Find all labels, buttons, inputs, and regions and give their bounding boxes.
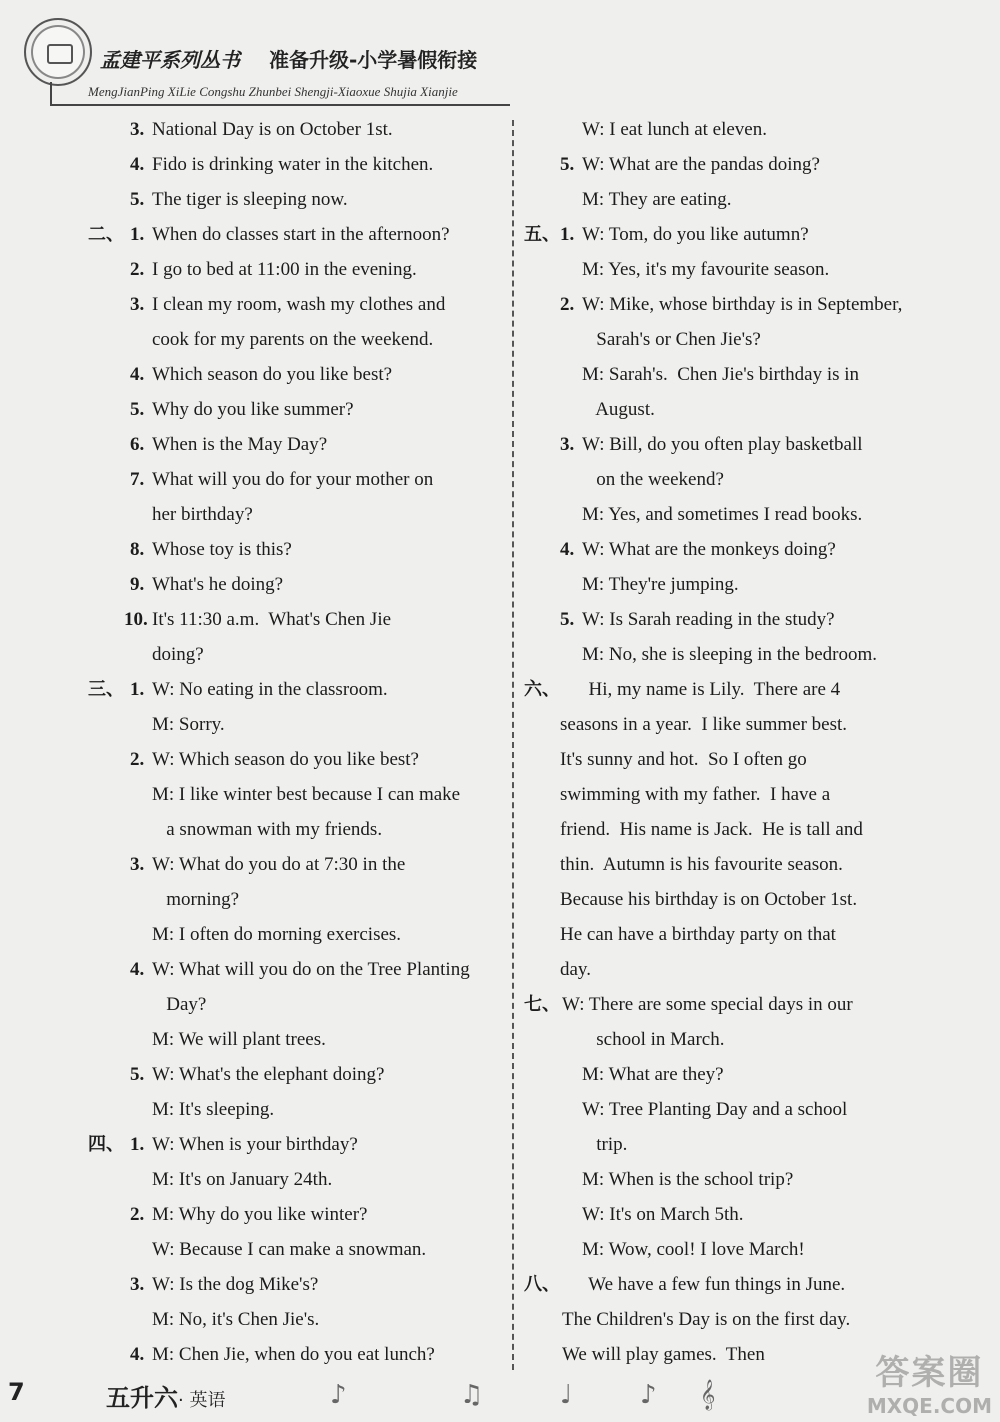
- answer-line: [528, 917, 998, 952]
- answer-text: W: Tom, do you like autumn?: [582, 224, 809, 245]
- answer-text: M: Yes, it's my favourite season.: [582, 259, 830, 280]
- answer-line: [96, 532, 566, 567]
- answer-text: W: What's the elephant doing?: [152, 1064, 385, 1085]
- answer-line: [528, 1022, 998, 1057]
- answer-line: [96, 987, 566, 1022]
- answer-line: [528, 777, 998, 812]
- answer-line: [96, 182, 566, 217]
- answer-line: [528, 637, 998, 672]
- section-marker: 三、: [88, 679, 124, 700]
- item-number: 2.: [130, 259, 145, 280]
- answer-line: [96, 1057, 566, 1092]
- answer-text: friend. His name is Jack. He is tall and: [560, 819, 863, 840]
- header-divider: [50, 104, 510, 106]
- answer-text: W: What do you do at 7:30 in the: [152, 854, 406, 875]
- answer-text: a snowman with my friends.: [152, 819, 383, 840]
- answer-text: doing?: [152, 644, 204, 665]
- section-marker: 四、: [88, 1134, 124, 1155]
- answer-text: Whose toy is this?: [152, 539, 292, 560]
- item-number: 9.: [130, 574, 145, 595]
- section-marker: 六、: [524, 679, 560, 700]
- answer-text: We have a few fun things in June.: [560, 1274, 846, 1295]
- answer-line: [528, 497, 998, 532]
- answer-line: [96, 1092, 566, 1127]
- answer-text: W: Is the dog Mike's?: [152, 1274, 319, 1295]
- answer-line: [528, 742, 998, 777]
- answer-line: [528, 322, 998, 357]
- answer-text: W: There are some special days in our: [562, 994, 853, 1015]
- answer-text: W: Mike, whose birthday is in September,: [582, 294, 903, 315]
- answer-line: [96, 1337, 566, 1372]
- answer-text: Because his birthday is on October 1st.: [560, 889, 858, 910]
- answer-line: [528, 602, 998, 637]
- item-number: 1.: [130, 679, 145, 700]
- answer-line: [528, 1162, 998, 1197]
- section-marker: 八、: [524, 1274, 560, 1295]
- answer-text: W: No eating in the classroom.: [152, 679, 388, 700]
- answer-text: M: Chen Jie, when do you eat lunch?: [152, 1344, 435, 1365]
- answer-line: [88, 217, 566, 252]
- watermark-logo: 答案圈: [875, 1353, 984, 1393]
- item-number: 8.: [130, 539, 145, 560]
- answer-text: M: Wow, cool! I love March!: [582, 1239, 805, 1260]
- answer-text: I go to bed at 11:00 in the evening.: [152, 259, 417, 280]
- answer-line: [528, 357, 998, 392]
- answer-text: National Day is on October 1st.: [152, 119, 393, 140]
- answer-text: It's sunny and hot. So I often go: [560, 749, 807, 770]
- answer-text: M: Why do you like winter?: [152, 1204, 368, 1225]
- answer-line: [528, 707, 998, 742]
- answer-text: Fido is drinking water in the kitchen.: [152, 154, 434, 175]
- item-number: 4.: [130, 959, 145, 980]
- answer-line: [96, 252, 566, 287]
- answer-line: [528, 847, 998, 882]
- answer-text: W: Which season do you like best?: [152, 749, 419, 770]
- item-number: 5.: [130, 399, 145, 420]
- music-note-icon: ♪: [640, 1380, 657, 1410]
- answer-text: M: It's sleeping.: [152, 1099, 275, 1120]
- item-number: 5.: [130, 189, 145, 210]
- answer-text: It's 11:30 a.m. What's Chen Jie: [152, 609, 392, 630]
- item-number: 3.: [130, 1274, 145, 1295]
- answer-line: [96, 882, 566, 917]
- item-number: 4.: [560, 539, 575, 560]
- answer-line: [96, 917, 566, 952]
- answer-text: thin. Autumn is his favourite season.: [560, 854, 843, 875]
- item-number: 5.: [560, 154, 575, 175]
- answer-text: W: Bill, do you often play basketball: [582, 434, 863, 455]
- answer-text: W: Because I can make a snowman.: [152, 1239, 427, 1260]
- item-number: 5.: [560, 609, 575, 630]
- item-number: 3.: [130, 119, 145, 140]
- answer-line: [96, 637, 566, 672]
- answer-text: M: What are they?: [582, 1064, 724, 1085]
- answer-text: Why do you like summer?: [152, 399, 354, 420]
- subject-text: · 英语: [178, 1390, 226, 1411]
- answer-text: W: What will you do on the Tree Planting: [152, 959, 470, 980]
- answer-line: [528, 462, 998, 497]
- answer-text: I clean my room, wash my clothes and: [152, 294, 446, 315]
- answer-line: [528, 392, 998, 427]
- answer-text: M: It's on January 24th.: [152, 1169, 333, 1190]
- answer-text: What will you do for your mother on: [152, 469, 434, 490]
- answer-line: [96, 1302, 566, 1337]
- answer-text: Sarah's or Chen Jie's?: [582, 329, 761, 350]
- page-number: 7: [8, 1378, 25, 1406]
- answer-line: [96, 567, 566, 602]
- answer-line: [96, 287, 566, 322]
- item-number: 2.: [560, 294, 575, 315]
- answer-text: W: It's on March 5th.: [582, 1204, 744, 1225]
- answer-text: M: No, she is sleeping in the bedroom.: [582, 644, 877, 665]
- answer-line: [96, 742, 566, 777]
- answer-line: [96, 427, 566, 462]
- answer-line: [528, 952, 998, 987]
- answer-line: [528, 1302, 998, 1337]
- music-note-icon: ♪: [330, 1380, 347, 1410]
- grade-label: [106, 1378, 225, 1413]
- answer-text: When do classes start in the afternoon?: [152, 224, 450, 245]
- answer-line: [528, 252, 998, 287]
- answer-text: M: Sorry.: [152, 714, 225, 735]
- answer-text: cook for my parents on the weekend.: [152, 329, 434, 350]
- answer-line: [528, 882, 998, 917]
- answer-text: M: Sarah's. Chen Jie's birthday is in: [582, 364, 860, 385]
- item-number: 3.: [560, 434, 575, 455]
- answer-column-right: [524, 112, 998, 1372]
- answer-text: her birthday?: [152, 504, 253, 525]
- answer-line: [96, 392, 566, 427]
- item-number: 2.: [130, 1204, 145, 1225]
- answer-text: When is the May Day?: [152, 434, 328, 455]
- answer-line: [96, 952, 566, 987]
- item-number: 1.: [560, 224, 575, 245]
- answer-line: [524, 1267, 998, 1302]
- item-number: 10.: [124, 609, 148, 630]
- answer-line: [528, 112, 998, 147]
- item-number: 7.: [130, 469, 145, 490]
- answer-line: [96, 1162, 566, 1197]
- answer-text: school in March.: [582, 1029, 725, 1050]
- answer-column-left: [88, 112, 566, 1372]
- answer-text: M: When is the school trip?: [582, 1169, 794, 1190]
- answer-text: day.: [560, 959, 591, 980]
- answer-text: The tiger is sleeping now.: [152, 189, 348, 210]
- answer-text: trip.: [582, 1134, 628, 1155]
- answer-line: [96, 322, 566, 357]
- item-number: 4.: [130, 1344, 145, 1365]
- answer-line: [96, 1197, 566, 1232]
- answer-line: [528, 532, 998, 567]
- answer-line: [528, 812, 998, 847]
- answer-text: What's he doing?: [152, 574, 284, 595]
- section-marker: 七、: [524, 994, 560, 1015]
- answer-line: [96, 1022, 566, 1057]
- answer-line: [528, 147, 998, 182]
- answer-text: M: They're jumping.: [582, 574, 739, 595]
- answer-text: morning?: [152, 889, 240, 910]
- answer-line: [528, 182, 998, 217]
- answer-text: W: I eat lunch at eleven.: [582, 119, 767, 140]
- item-number: 4.: [130, 154, 145, 175]
- answer-line: [528, 1127, 998, 1162]
- page-header: [0, 0, 1000, 118]
- item-number: 1.: [130, 224, 145, 245]
- answer-text: August.: [582, 399, 655, 420]
- answer-text: The Children's Day is on the first day.: [562, 1309, 851, 1330]
- answer-text: W: What are the monkeys doing?: [582, 539, 836, 560]
- answer-line: [524, 672, 998, 707]
- item-number: 3.: [130, 294, 145, 315]
- answer-line: [528, 1057, 998, 1092]
- book-title: 准备升级-小学暑假衔接: [268, 48, 478, 72]
- series-logo-icon: [24, 18, 92, 86]
- item-number: 1.: [130, 1134, 145, 1155]
- music-note-icon: ♫: [460, 1380, 484, 1410]
- answer-line: [96, 1232, 566, 1267]
- header-pinyin: MengJianPing XiLie Congshu Zhunbei Shengji-Xiaoxue Shujia Xianjie: [88, 84, 458, 99]
- answer-text: M: No, it's Chen Jie's.: [152, 1309, 320, 1330]
- answer-line: [96, 812, 566, 847]
- answer-text: seasons in a year. I like summer best.: [560, 714, 848, 735]
- answer-text: W: Is Sarah reading in the study?: [582, 609, 835, 630]
- answer-line: [88, 1127, 566, 1162]
- watermark-url: MXQE.COM: [866, 1394, 992, 1418]
- treble-clef-icon: 𝄞: [700, 1380, 716, 1410]
- answer-line: [96, 357, 566, 392]
- answer-text: M: They are eating.: [582, 189, 732, 210]
- answer-text: He can have a birthday party on that: [560, 924, 836, 945]
- answer-line: [96, 707, 566, 742]
- section-marker: 二、: [88, 224, 124, 245]
- answer-text: W: When is your birthday?: [152, 1134, 358, 1155]
- answer-text: on the weekend?: [582, 469, 724, 490]
- answer-line: [88, 672, 566, 707]
- answer-text: Hi, my name is Lily. There are 4: [560, 679, 841, 700]
- answer-text: W: What are the pandas doing?: [582, 154, 820, 175]
- answer-line: [528, 1232, 998, 1267]
- answer-text: W: Tree Planting Day and a school: [582, 1099, 848, 1120]
- answer-line: [96, 112, 566, 147]
- answer-text: swimming with my father. I have a: [560, 784, 831, 805]
- answer-line: [96, 462, 566, 497]
- answer-text: M: We will plant trees.: [152, 1029, 326, 1050]
- answer-line: [528, 567, 998, 602]
- answer-line: [96, 1267, 566, 1302]
- answer-line: [528, 1092, 998, 1127]
- answer-text: Day?: [152, 994, 207, 1015]
- series-name: 孟建平系列丛书: [100, 48, 240, 72]
- item-number: 3.: [130, 854, 145, 875]
- answer-text: We will play games. Then: [562, 1344, 765, 1365]
- answer-line: [96, 497, 566, 532]
- answer-text: M: I like winter best because I can make: [152, 784, 461, 805]
- answer-line: [96, 847, 566, 882]
- watermark: [867, 1345, 992, 1418]
- answer-line: [96, 147, 566, 182]
- header-title: [100, 44, 477, 73]
- item-number: 4.: [130, 364, 145, 385]
- item-number: 6.: [130, 434, 145, 455]
- answer-text: Which season do you like best?: [152, 364, 393, 385]
- item-number: 5.: [130, 1064, 145, 1085]
- answer-line: [524, 987, 998, 1022]
- answer-line: [528, 427, 998, 462]
- answer-text: M: Yes, and sometimes I read books.: [582, 504, 863, 525]
- item-number: 2.: [130, 749, 145, 770]
- answer-line: [96, 602, 566, 637]
- answer-line: [528, 1197, 998, 1232]
- music-note-icon: ♩: [560, 1380, 573, 1410]
- header-divider-vertical: [50, 82, 52, 104]
- section-marker: 五、: [524, 224, 560, 245]
- answer-line: [528, 287, 998, 322]
- answer-line: [96, 777, 566, 812]
- grade-text: 五升六: [106, 1384, 178, 1412]
- answer-text: M: I often do morning exercises.: [152, 924, 402, 945]
- answer-line: [524, 217, 998, 252]
